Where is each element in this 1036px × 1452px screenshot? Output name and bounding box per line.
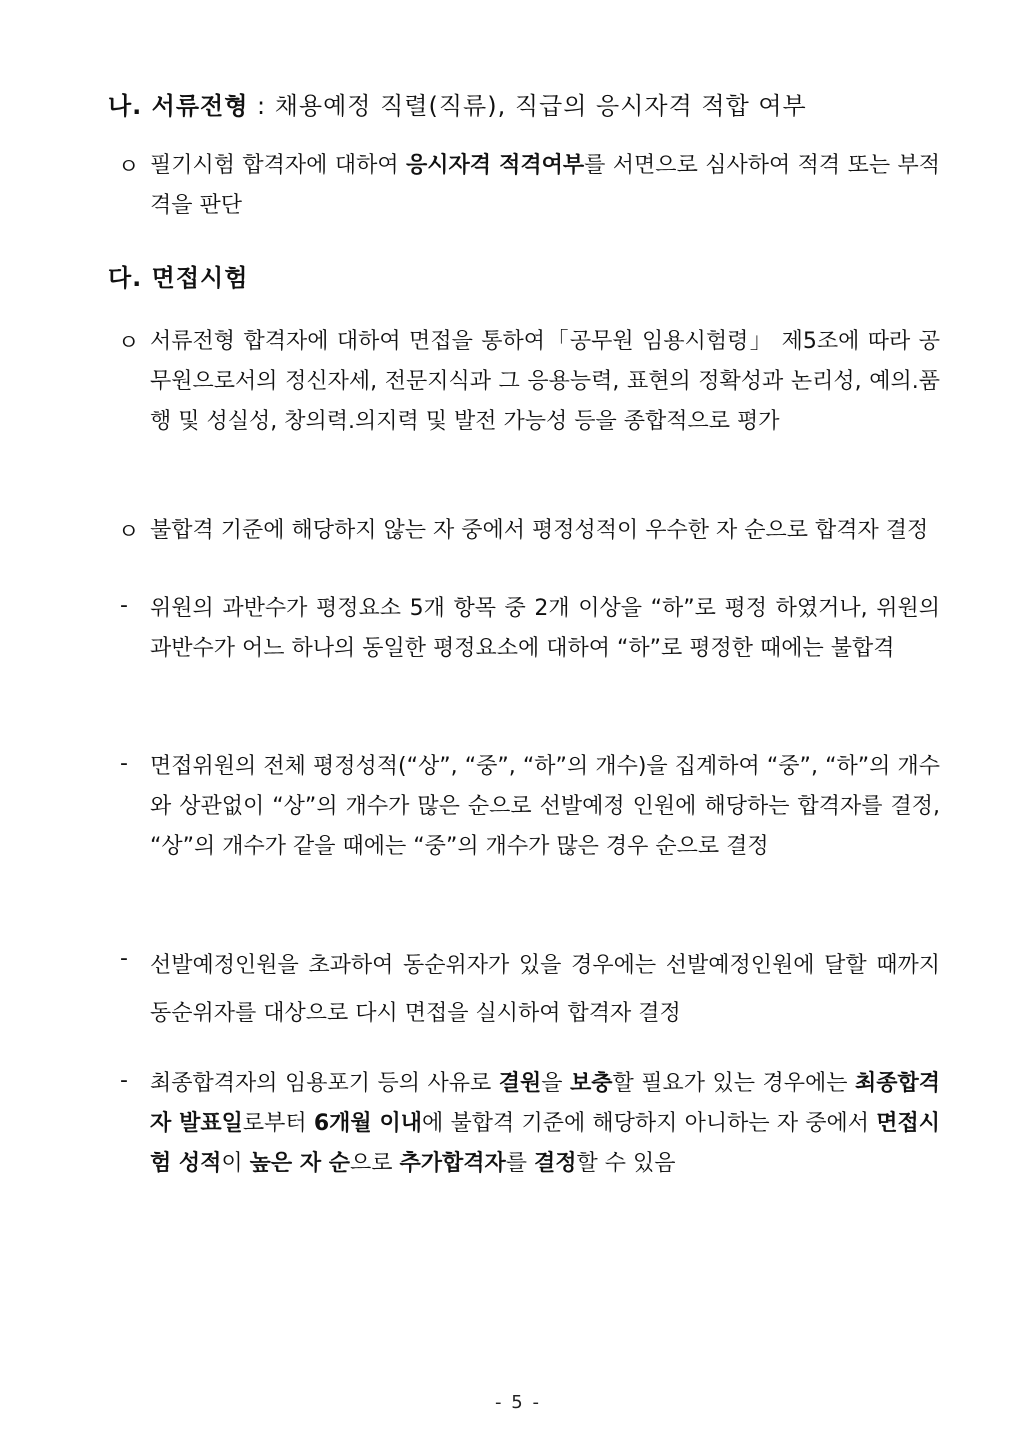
text-run: 할 필요가 있는 경우에는 bbox=[612, 1071, 855, 1096]
text-run: 을 bbox=[541, 1071, 570, 1096]
text-run: 에 불합격 기준에 해당하지 아니하는 자 중에서 bbox=[422, 1111, 877, 1136]
section-da-dash-2: 면접위원의 전체 평정성적(“상”, “중”, “하”의 개수)을 집계하여 “중”, “하”의 개수와 상관없이 “상”의 개수가 많은 순으로 선발예정 인원에 해당하는 합격자를 결정, “상”의 개수가 같을 때에는 “중”의 개수가 많은 경우 순으로 결정 bbox=[150, 754, 940, 859]
dash-bullet: - bbox=[120, 1068, 128, 1093]
bold-text-run: 보충 bbox=[570, 1071, 613, 1096]
section-da-item-2: 불합격 기준에 해당하지 않는 자 중에서 평정성적이 우수한 자 순으로 합격자 결정 bbox=[150, 518, 929, 543]
circle-bullet: ㅇ bbox=[118, 155, 140, 180]
bold-text-run: 높은 자 순 bbox=[249, 1151, 350, 1176]
section-na-label: 나. 서류전형 bbox=[108, 92, 249, 120]
section-da-label: 다. 면접시험 bbox=[108, 264, 249, 292]
text-run: 필기시험 합격자에 대하여 bbox=[150, 153, 407, 178]
section-da-heading bbox=[108, 258, 248, 293]
section-da-dash-4 bbox=[150, 1064, 940, 1184]
dash-bullet: - bbox=[120, 593, 128, 618]
section-na-item-1 bbox=[150, 146, 940, 226]
section-na-description: : 채용예정 직렬(직류), 직급의 응시자격 적합 여부 bbox=[248, 92, 807, 120]
bold-text-run: 응시자격 적격여부 bbox=[406, 153, 585, 178]
text-run: 를 서면으로 심사하여 적격 또는 부적격을 판단 bbox=[150, 153, 940, 218]
dash-bullet: - bbox=[120, 751, 128, 776]
text-run: 를 bbox=[505, 1151, 535, 1176]
section-na-heading bbox=[108, 86, 807, 121]
circle-bullet: ㅇ bbox=[118, 520, 140, 545]
bold-text-run: 결원 bbox=[498, 1071, 542, 1096]
bold-text-run: 최종합격자 발표일 bbox=[150, 1071, 940, 1136]
text-run: 로부터 bbox=[242, 1111, 314, 1136]
section-da-dash-1: 위원의 과반수가 평정요소 5개 항목 중 2개 이상을 “하”로 평정 하였거나, 위원의 과반수가 어느 하나의 동일한 평정요소에 대하여 “하”로 평정한 때에는 불합격 bbox=[150, 596, 940, 661]
bold-text-run: 결정 bbox=[534, 1151, 577, 1176]
circle-bullet: ㅇ bbox=[118, 331, 140, 356]
bold-text-run: 면접시험 성적 bbox=[150, 1111, 941, 1176]
page-number: - 5 - bbox=[495, 1392, 541, 1413]
section-da-item-1: 서류전형 합격자에 대하여 면접을 통하여「공무원 임용시험령」 제5조에 따라 공무원으로서의 정신자세, 전문지식과 그 응용능력, 표현의 정확성과 논리성, 예의.품행 및 성실성, 창의력.의지력 및 발전 가능성 등을 종합적으로 평가 bbox=[150, 329, 940, 434]
text-run: 이 bbox=[221, 1151, 250, 1176]
section-da-dash-3: 선발예정인원을 초과하여 동순위자가 있을 경우에는 선발예정인원에 달할 때까지 동순위자를 대상으로 다시 면접을 실시하여 합격자 결정 bbox=[150, 953, 940, 1026]
dash-bullet: - bbox=[120, 946, 128, 971]
text-run: 최종합격자의 임용포기 등의 사유로 bbox=[150, 1071, 499, 1096]
text-run: 으로 bbox=[350, 1151, 400, 1176]
text-run: 할 수 있음 bbox=[576, 1151, 676, 1176]
bold-text-run: 추가합격자 bbox=[399, 1151, 506, 1176]
bold-text-run: 6개월 이내 bbox=[313, 1111, 423, 1136]
